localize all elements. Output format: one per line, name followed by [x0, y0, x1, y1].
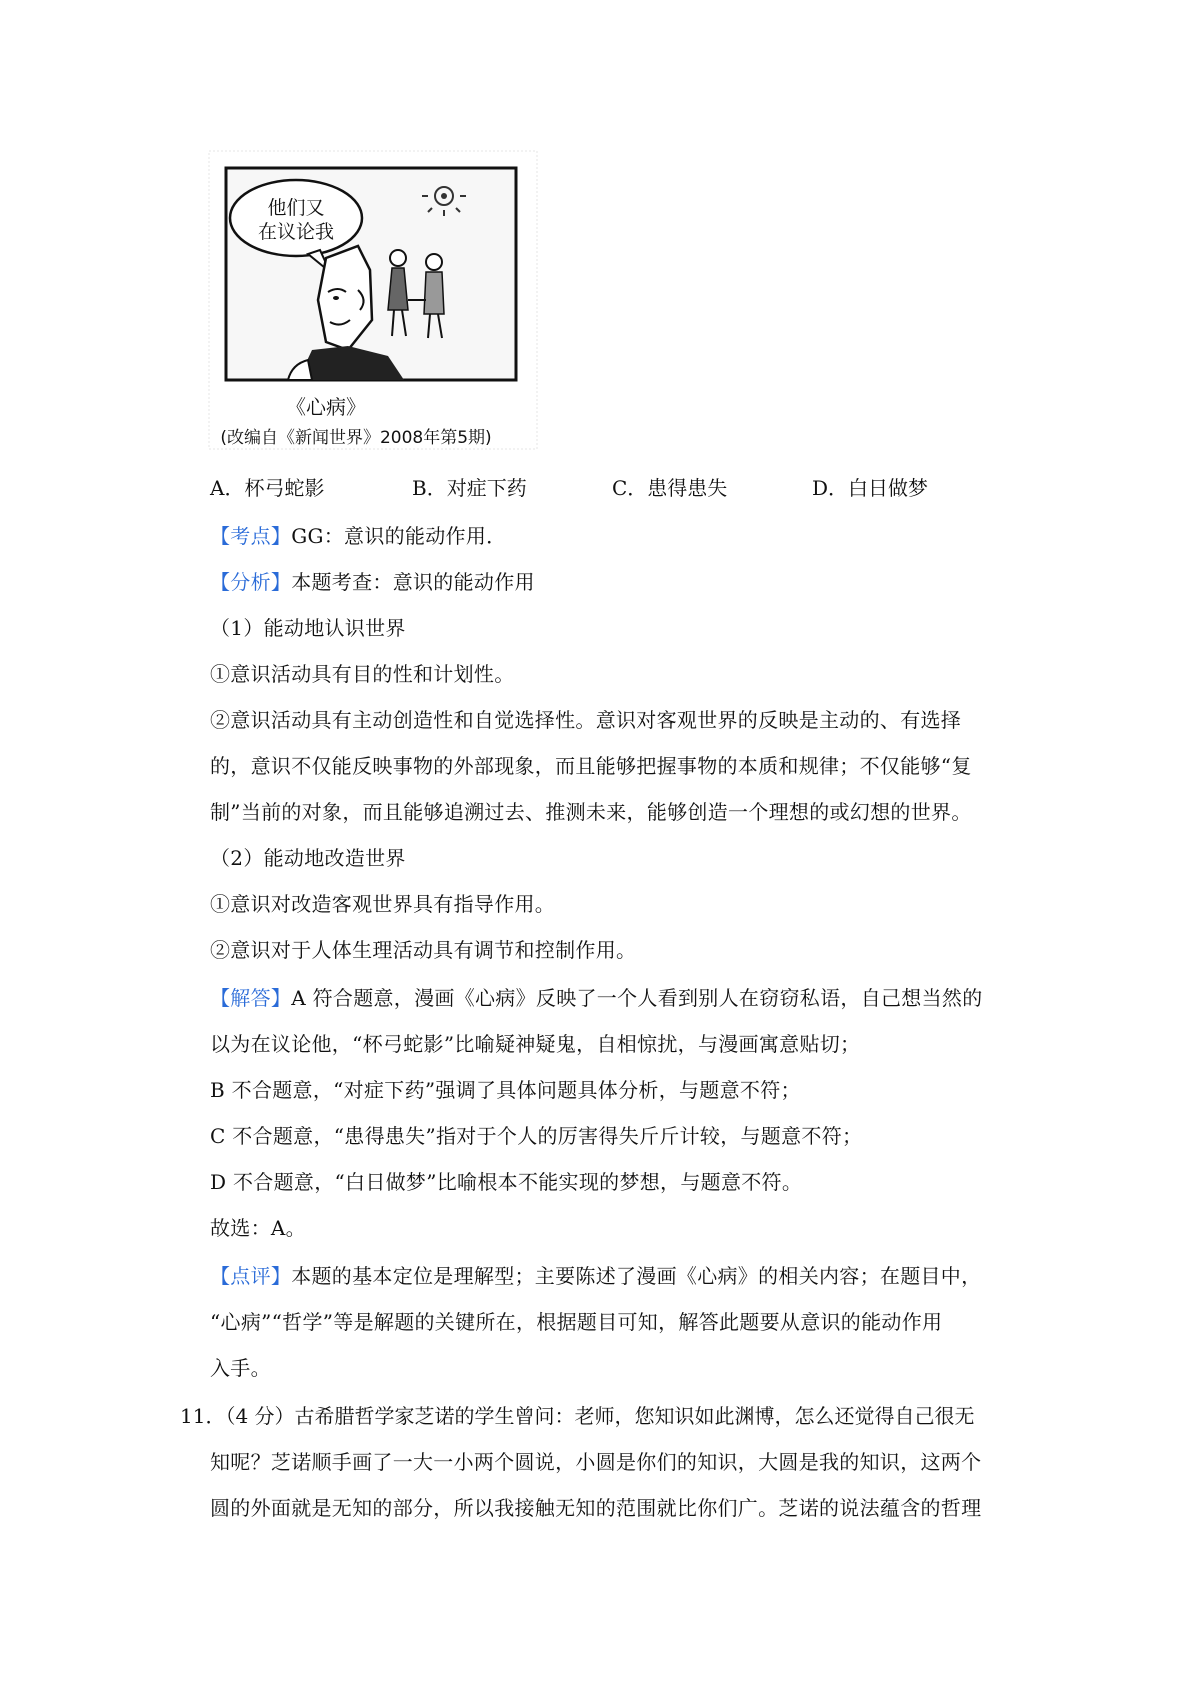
speech-line-1: 他们又	[267, 197, 325, 219]
dianping-line: “心病”“哲学”等是解题的关键所在，根据题目可知，解答此题要从意识的能动作用	[210, 1310, 943, 1334]
dianping-tag: 【点评】	[210, 1264, 292, 1288]
figure-caption-title: 《心病》	[286, 395, 366, 419]
analysis-line: ①意识活动具有目的性和计划性。	[210, 662, 515, 686]
dianping-line	[210, 1260, 981, 1289]
fenxi-line	[210, 566, 535, 595]
jieda-conclusion: 故选：A。	[210, 1216, 306, 1240]
jieda-line: 以为在议论他，“杯弓蛇影”比喻疑神疑鬼，自相惊扰，与漫画寓意贴切；	[210, 1032, 861, 1056]
kaodian-line	[210, 520, 506, 549]
cartoon-figure	[208, 150, 538, 450]
fenxi-tag: 【分析】	[210, 570, 292, 594]
cartoon-illustration	[208, 150, 538, 450]
analysis-line: ①意识对改造客观世界具有指导作用。	[210, 892, 556, 916]
analysis-line: ②意识活动具有主动创造性和自觉选择性。意识对客观世界的反映是主动的、有选择	[210, 708, 962, 732]
analysis-line: （2）能动地改造世界	[210, 846, 406, 870]
jieda-line: D 不合题意，“白日做梦”比喻根本不能实现的梦想，与题意不符。	[210, 1170, 803, 1194]
jieda-line	[210, 982, 983, 1011]
question-11-line: 11．（4 分）古希腊哲学家芝诺的学生曾问：老师，您知识如此渊博，怎么还觉得自己很无	[180, 1404, 975, 1428]
analysis-line: （1）能动地认识世界	[210, 616, 406, 640]
analysis-line: ②意识对于人体生理活动具有调节和控制作用。	[210, 938, 637, 962]
option-d: D．白日做梦	[812, 476, 929, 500]
dianping-first: 本题的基本定位是理解型；主要陈述了漫画《心病》的相关内容；在题目中，	[291, 1264, 982, 1288]
option-c: C．患得患失	[612, 476, 728, 500]
kaodian-tag: 【考点】	[210, 524, 292, 548]
jieda-line: C 不合题意，“患得患失”指对于个人的厉害得失斤斤计较，与题意不符；	[210, 1124, 863, 1148]
speech-line-2: 在议论我	[257, 221, 335, 243]
jieda-line: B 不合题意，“对症下药”强调了具体问题具体分析，与题意不符；	[210, 1078, 801, 1102]
analysis-line: 的，意识不仅能反映事物的外部现象，而且能够把握事物的本质和规律；不仅能够“复	[210, 754, 972, 778]
question-11-line: 知呢？芝诺顺手画了一大一小两个圆说，小圆是你们的知识，大圆是我的知识，这两个	[210, 1450, 982, 1474]
option-b: B．对症下药	[412, 476, 527, 500]
jieda-tag: 【解答】	[210, 986, 292, 1010]
kaodian-text: GG：意识的能动作用．	[291, 524, 507, 548]
jieda-first: A 符合题意，漫画《心病》反映了一个人看到别人在窃窃私语，自己想当然的	[291, 986, 983, 1010]
question-11-line: 圆的外面就是无知的部分，所以我接触无知的范围就比你们广。芝诺的说法蕴含的哲理	[210, 1496, 982, 1520]
dianping-line: 入手。	[210, 1356, 271, 1380]
fenxi-text: 本题考查：意识的能动作用	[291, 570, 535, 594]
analysis-line: 制”当前的对象，而且能够追溯过去、推测未来，能够创造一个理想的或幻想的世界。	[210, 800, 972, 824]
figure-caption-source: (改编自《新闻世界》2008年第5期)	[220, 428, 492, 448]
option-a: A．杯弓蛇影	[210, 476, 325, 500]
